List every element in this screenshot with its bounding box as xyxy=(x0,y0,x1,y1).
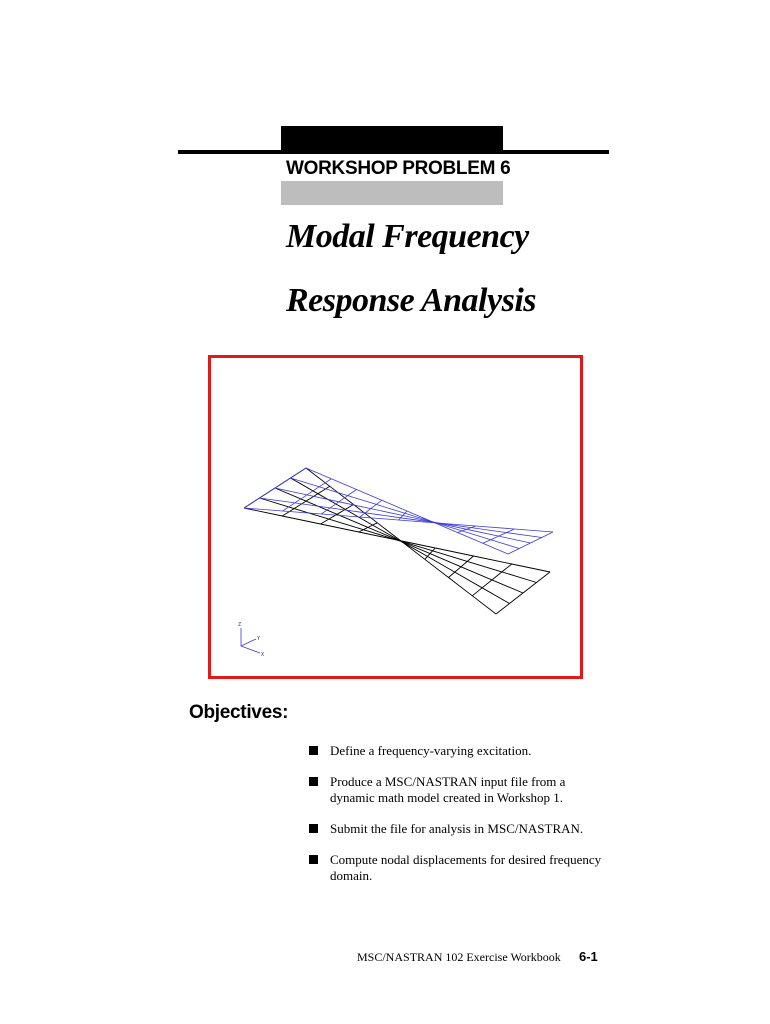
square-bullet-icon xyxy=(309,855,318,864)
square-bullet-icon xyxy=(309,777,318,786)
mesh-figure-frame xyxy=(208,355,583,679)
objective-item xyxy=(308,852,608,884)
y-axis-label: Y xyxy=(257,636,261,642)
square-bullet-icon xyxy=(309,824,318,833)
objective-text: Submit the file for analysis in MSC/NASTRAN. xyxy=(330,821,584,836)
objective-item xyxy=(308,774,608,806)
footer-page-number: 6-1 xyxy=(579,949,598,964)
mesh-line xyxy=(306,468,508,554)
y-axis-line xyxy=(241,639,256,646)
objective-item xyxy=(308,821,608,837)
page-title-line-2: Response Analysis xyxy=(286,282,537,319)
page-title-line-1: Modal Frequency xyxy=(286,218,529,255)
objective-text: Produce a MSC/NASTRAN input file from a dynamic math model created in Workshop 1. xyxy=(330,774,566,805)
x-axis-line xyxy=(241,646,260,653)
header-rule xyxy=(178,150,609,154)
mesh-line xyxy=(260,498,542,538)
square-bullet-icon xyxy=(309,746,318,755)
mesh-line xyxy=(306,468,496,614)
objective-text: Define a frequency-varying excitation. xyxy=(330,743,532,758)
header-black-tab xyxy=(281,126,503,152)
objective-item xyxy=(308,743,608,759)
z-axis-label: Z xyxy=(238,622,242,628)
axis-triad-icon xyxy=(238,622,264,658)
deformed-plate-mesh xyxy=(244,468,550,614)
objectives-list xyxy=(308,743,608,899)
footer-workbook-title: MSC/NASTRAN 102 Exercise Workbook xyxy=(357,950,561,964)
x-axis-label: X xyxy=(261,652,265,658)
mesh-figure xyxy=(211,358,580,676)
mesh-line xyxy=(275,488,531,543)
workshop-label: WORKSHOP PROBLEM 6 xyxy=(286,158,511,179)
mesh-line xyxy=(291,478,520,549)
header-gray-bar xyxy=(281,181,503,205)
objectives-heading: Objectives: xyxy=(189,702,289,723)
objective-text: Compute nodal displacements for desired frequency domain. xyxy=(330,852,602,883)
